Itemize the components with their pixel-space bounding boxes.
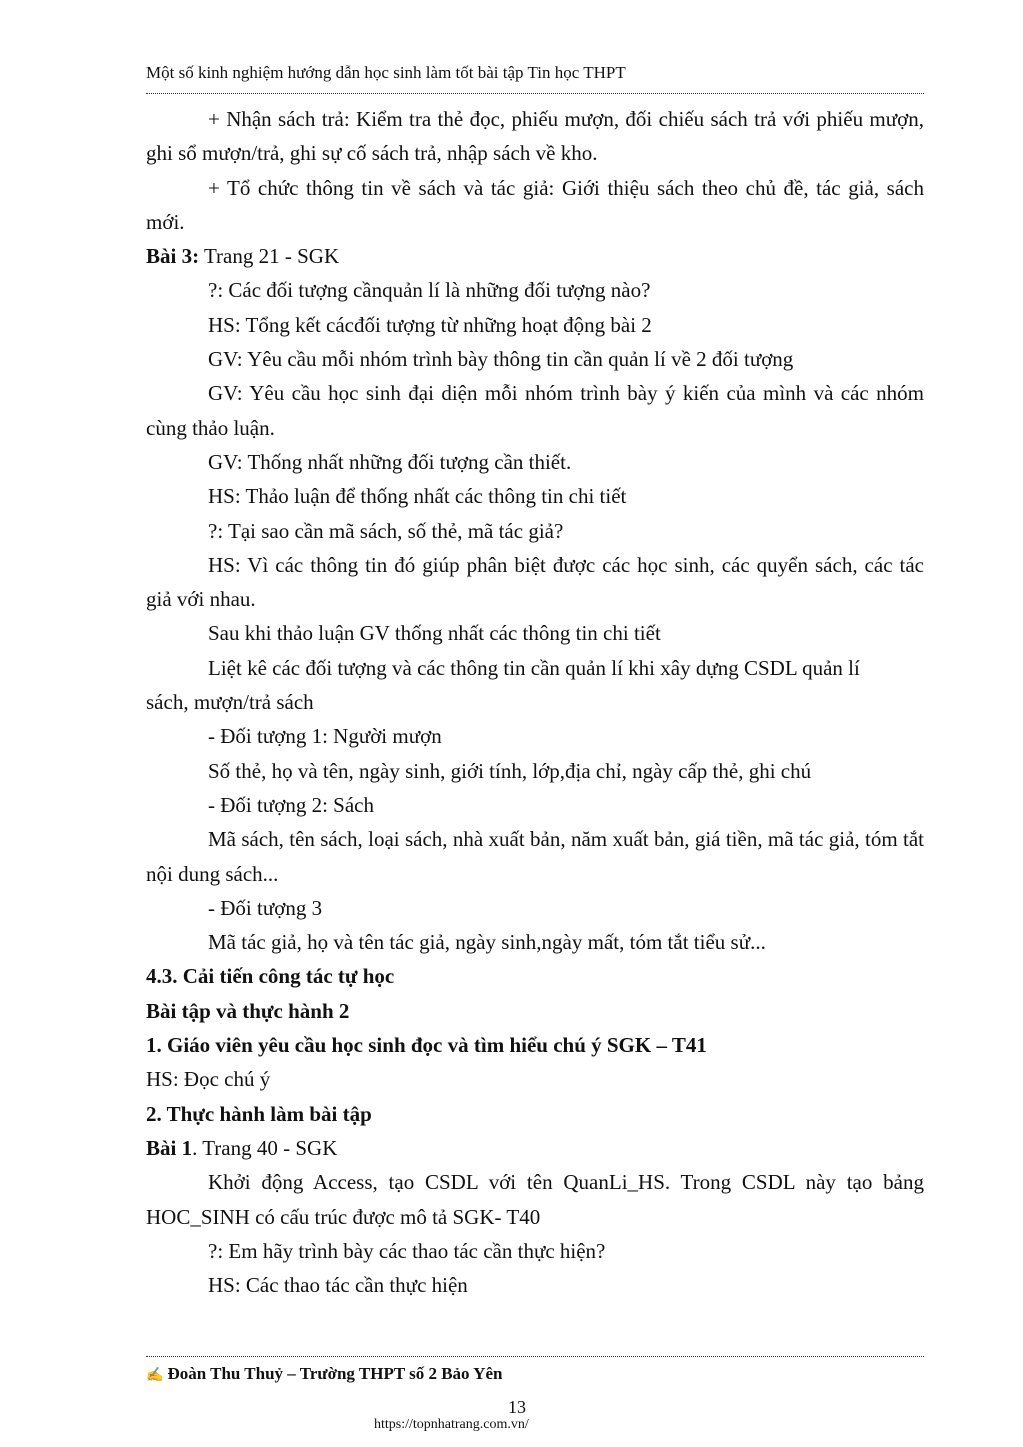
section-heading: 4.3. Cải tiến công tác tự học xyxy=(146,964,395,989)
paragraph: sách, mượn/trả sách xyxy=(146,690,314,715)
paragraph: HS: Tổng kết cácđối tượng từ những hoạt động bài 2 xyxy=(208,312,652,337)
pen-hand-icon: ✍ xyxy=(146,1368,164,1383)
paragraph: ?: Tại sao cần mã sách, số thẻ, mã tác giả? xyxy=(208,518,564,543)
paragraph: GV: Yêu cầu học sinh đại diện mỗi nhóm trình bày ý kiến của mình và các nhóm cùng thảo luận. xyxy=(146,381,924,440)
paragraph: Liệt kê các đối tượng và các thông tin cần quản lí khi xây dựng CSDL quản lí xyxy=(208,655,860,680)
paragraph: Mã sách, tên sách, loại sách, nhà xuất bản, năm xuất bản, giá tiền, mã tác giả, tóm tắt nội dung sách... xyxy=(146,827,924,886)
paragraph: Số thẻ, họ và tên, ngày sinh, giới tính, lớp,địa chỉ, ngày cấp thẻ, ghi chú xyxy=(208,758,812,783)
source-url[interactable]: https://topnhatrang.com.vn/ xyxy=(374,1417,529,1432)
paragraph: ?: Các đối tượng cầnquản lí là những đối tượng nào? xyxy=(208,278,651,303)
page-body xyxy=(146,102,924,1302)
paragraph: + Tổ chức thông tin về sách và tác giả: Giới thiệu sách theo chủ đề, tác giả, sách mới. xyxy=(146,175,924,234)
paragraph: GV: Yêu cầu mỗi nhóm trình bày thông tin cần quản lí về 2 đối tượng xyxy=(208,347,794,372)
footer-author: Đoàn Thu Thuỷ – Trường THPT số 2 Bảo Yên xyxy=(167,1364,503,1383)
paragraph: - Đối tượng 3 xyxy=(208,895,323,920)
running-footer xyxy=(146,1363,502,1387)
paragraph: ?: Em hãy trình bày các thao tác cần thực hiện? xyxy=(208,1238,606,1263)
section-heading: 2. Thực hành làm bài tập xyxy=(146,1101,372,1126)
page-number: 13 xyxy=(508,1397,526,1417)
paragraph: - Đối tượng 1: Người mượn xyxy=(208,724,442,749)
paragraph: GV: Thống nhất những đối tượng cần thiết. xyxy=(208,449,572,474)
paragraph: HS: Vì các thông tin đó giúp phân biệt được các học sinh, các quyển sách, các tác giả với nhau. xyxy=(146,552,924,612)
running-header: Một số kinh nghiệm hướng dẫn học sinh làm tốt bài tập Tin học THPT xyxy=(146,63,626,82)
header-divider xyxy=(146,93,924,94)
section-heading: 1. Giáo viên yêu cầu học sinh đọc và tìm hiểu chú ý SGK – T41 xyxy=(146,1033,707,1058)
section-heading: Bài tập và thực hành 2 xyxy=(146,998,350,1023)
paragraph: Khởi động Access, tạo CSDL với tên QuanLi_HS. Trong CSDL này tạo bảng HOC_SINH có cấu trúc được mô tả SGK- T40 xyxy=(146,1170,924,1229)
paragraph: + Nhận sách trả: Kiểm tra thẻ đọc, phiếu mượn, đối chiếu sách trả với phiếu mượn, ghi sổ mượn/trả, ghi sự cố sách trả, nhập sách về kho. xyxy=(146,107,924,166)
exercise-heading: Bài 1. Trang 40 - SGK xyxy=(146,1135,338,1160)
paragraph: HS: Các thao tác cần thực hiện xyxy=(208,1273,468,1298)
footer-divider xyxy=(146,1356,924,1357)
paragraph: Sau khi thảo luận GV thống nhất các thông tin chi tiết xyxy=(208,621,661,646)
paragraph: HS: Thảo luận để thống nhất các thông tin chi tiết xyxy=(208,484,627,509)
paragraph: - Đối tượng 2: Sách xyxy=(208,792,374,817)
paragraph: Mã tác giả, họ và tên tác giả, ngày sinh,ngày mất, tóm tắt tiểu sử... xyxy=(208,930,766,955)
exercise-heading: Bài 3: Trang 21 - SGK xyxy=(146,244,340,269)
paragraph: HS: Đọc chú ý xyxy=(146,1067,271,1092)
